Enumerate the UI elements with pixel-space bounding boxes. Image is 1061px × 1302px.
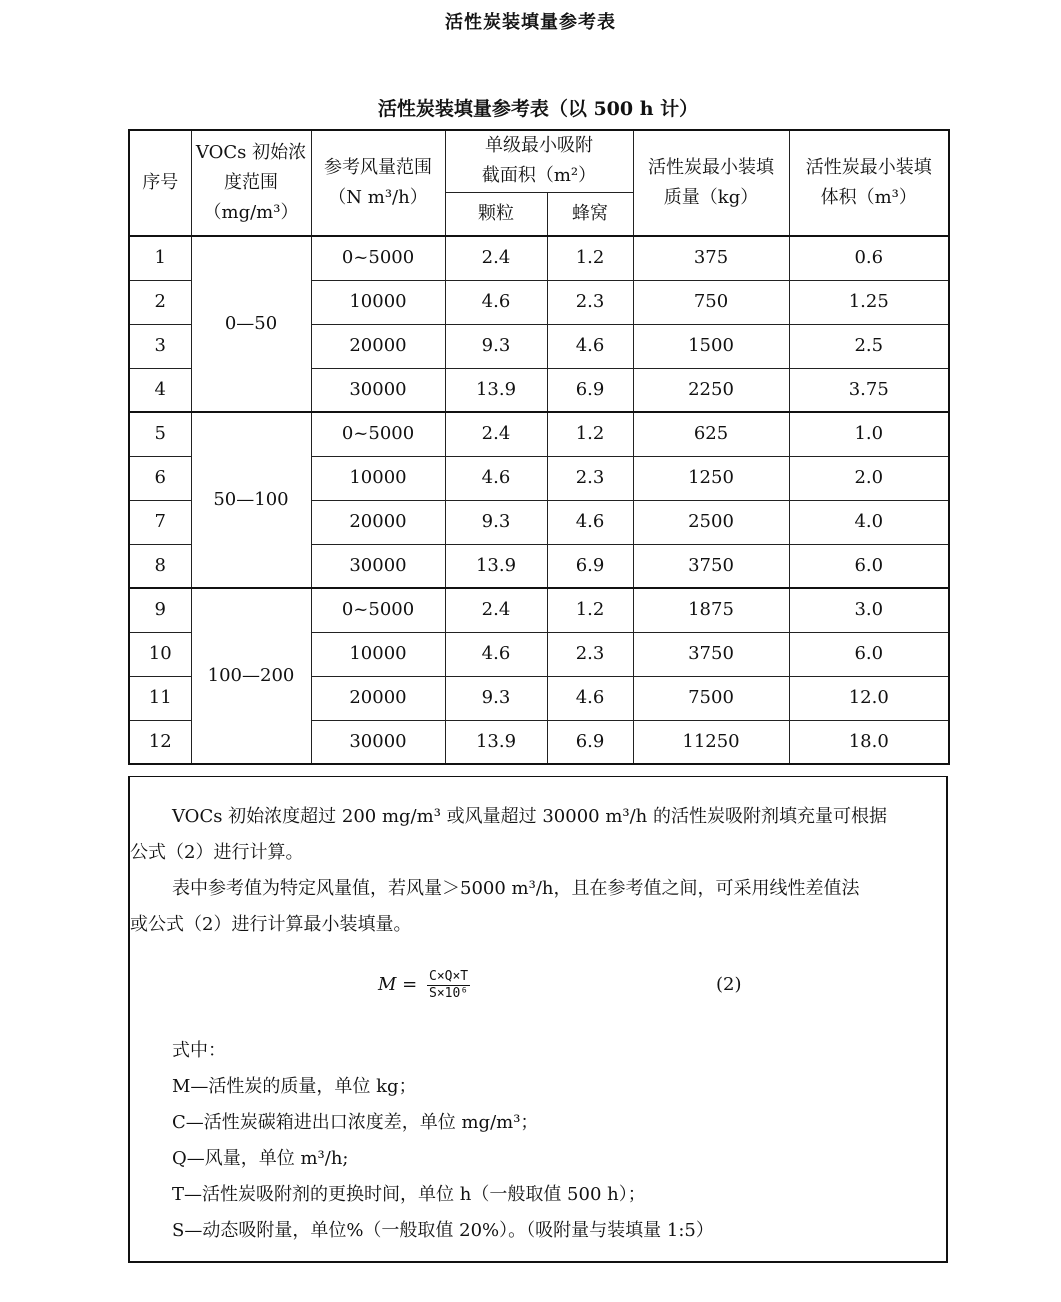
cell-honeycomb: 4.6: [547, 324, 633, 368]
cell-volume: 4.0: [789, 500, 949, 544]
cell-honeycomb: 1.2: [547, 236, 633, 280]
cell-mass: 375: [633, 236, 789, 280]
formula-denominator: S×10⁶: [429, 985, 469, 1001]
cell-honeycomb: 2.3: [547, 456, 633, 500]
cell-honeycomb: 4.6: [547, 500, 633, 544]
cell-granule: 9.3: [445, 500, 547, 544]
cell-flow: 10000: [311, 456, 445, 500]
header-min-mass: 活性炭最小装填 质量（kg）: [633, 130, 789, 236]
header-min-volume: 活性炭最小装填 体积（m³）: [789, 130, 949, 236]
cell-honeycomb: 6.9: [547, 720, 633, 764]
cell-granule: 2.4: [445, 588, 547, 632]
cell-mass: 3750: [633, 632, 789, 676]
formula-lhs: M: [378, 974, 397, 995]
cell-flow: 30000: [311, 368, 445, 412]
notes-section: [128, 776, 948, 1263]
definition-m: M—活性炭的质量，单位 kg；: [172, 1076, 417, 1097]
cell-seq: 9: [129, 588, 191, 632]
cell-volume: 6.0: [789, 632, 949, 676]
cell-volume: 18.0: [789, 720, 949, 764]
cell-mass: 625: [633, 412, 789, 456]
cell-honeycomb: 6.9: [547, 368, 633, 412]
reference-table: [128, 129, 950, 765]
where-label: 式中：: [172, 1040, 226, 1061]
cell-volume: 6.0: [789, 544, 949, 588]
cell-voc-range: 0—50: [191, 236, 311, 412]
cell-flow: 0~5000: [311, 588, 445, 632]
header-granule: 颗粒: [445, 192, 547, 236]
cell-seq: 10: [129, 632, 191, 676]
cell-mass: 750: [633, 280, 789, 324]
cell-seq: 1: [129, 236, 191, 280]
definition-t: T—活性炭吸附剂的更换时间，单位 h（一般取值 500 h）；: [172, 1184, 646, 1205]
cell-granule: 13.9: [445, 368, 547, 412]
cell-volume: 3.75: [789, 368, 949, 412]
cell-seq: 2: [129, 280, 191, 324]
cell-flow: 10000: [311, 632, 445, 676]
cell-granule: 13.9: [445, 720, 547, 764]
cell-volume: 1.0: [789, 412, 949, 456]
cell-seq: 3: [129, 324, 191, 368]
cell-seq: 8: [129, 544, 191, 588]
cell-flow: 20000: [311, 676, 445, 720]
cell-voc-range: 50—100: [191, 412, 311, 588]
table-row: [129, 412, 949, 456]
cell-mass: 1875: [633, 588, 789, 632]
cell-granule: 4.6: [445, 456, 547, 500]
cell-volume: 2.5: [789, 324, 949, 368]
cell-volume: 0.6: [789, 236, 949, 280]
cell-mass: 2500: [633, 500, 789, 544]
header-seq: 序号: [129, 130, 191, 236]
cell-volume: 3.0: [789, 588, 949, 632]
cell-mass: 1250: [633, 456, 789, 500]
cell-seq: 6: [129, 456, 191, 500]
cell-seq: 12: [129, 720, 191, 764]
definition-c: C—活性炭碳箱进出口浓度差，单位 mg/m³；: [172, 1112, 539, 1133]
table-row: [129, 236, 949, 280]
header-min-area: 单级最小吸附 截面积（m²）: [445, 130, 633, 192]
cell-flow: 20000: [311, 500, 445, 544]
header-flow-range: 参考风量范围 （N m³/h）: [311, 130, 445, 236]
cell-mass: 1500: [633, 324, 789, 368]
cell-granule: 9.3: [445, 676, 547, 720]
note-paragraph-1-line-1: VOCs 初始浓度超过 200 mg/m³ 或风量超过 30000 m³/h 的活性炭吸附剂填充量可根据: [172, 806, 887, 827]
definition-s: S—动态吸附量，单位%（一般取值 20%）。（吸附量与装填量 1:5）: [172, 1220, 714, 1241]
formula-number: (2): [716, 974, 742, 995]
cell-mass: 7500: [633, 676, 789, 720]
cell-volume: 2.0: [789, 456, 949, 500]
cell-granule: 9.3: [445, 324, 547, 368]
cell-seq: 5: [129, 412, 191, 456]
cell-honeycomb: 1.2: [547, 412, 633, 456]
note-paragraph-2-line-1: 表中参考值为特定风量值，若风量＞5000 m³/h，且在参考值之间，可采用线性差值法: [172, 878, 860, 899]
cell-flow: 30000: [311, 720, 445, 764]
cell-volume: 12.0: [789, 676, 949, 720]
cell-granule: 2.4: [445, 412, 547, 456]
note-paragraph-2-line-2: 或公式（2）进行计算最小装填量。: [130, 914, 412, 935]
cell-flow: 10000: [311, 280, 445, 324]
cell-mass: 11250: [633, 720, 789, 764]
table-row: [129, 588, 949, 632]
cell-flow: 0~5000: [311, 412, 445, 456]
cell-granule: 4.6: [445, 280, 547, 324]
cell-mass: 2250: [633, 368, 789, 412]
definition-q: Q—风量，单位 m³/h;: [172, 1148, 349, 1169]
cell-seq: 4: [129, 368, 191, 412]
cell-honeycomb: 2.3: [547, 280, 633, 324]
cell-granule: 2.4: [445, 236, 547, 280]
cell-seq: 7: [129, 500, 191, 544]
cell-flow: 30000: [311, 544, 445, 588]
cell-mass: 3750: [633, 544, 789, 588]
formula-equals: =: [402, 974, 418, 995]
cell-honeycomb: 1.2: [547, 588, 633, 632]
formula-fraction: [427, 969, 470, 1002]
formula: [378, 967, 470, 1003]
cell-seq: 11: [129, 676, 191, 720]
page-title: 活性炭装填量参考表: [445, 12, 616, 33]
header-voc-range: VOCs 初始浓 度范围 （mg/m³）: [191, 130, 311, 236]
cell-granule: 13.9: [445, 544, 547, 588]
formula-numerator: C×Q×T: [429, 968, 469, 984]
note-paragraph-1-line-2: 公式（2）进行计算。: [130, 842, 304, 863]
cell-granule: 4.6: [445, 632, 547, 676]
cell-voc-range: 100—200: [191, 588, 311, 764]
table-caption: 活性炭装填量参考表（以 500 h 计）: [377, 98, 699, 120]
cell-honeycomb: 6.9: [547, 544, 633, 588]
cell-honeycomb: 2.3: [547, 632, 633, 676]
cell-volume: 1.25: [789, 280, 949, 324]
header-honeycomb: 蜂窝: [547, 192, 633, 236]
cell-flow: 0~5000: [311, 236, 445, 280]
cell-flow: 20000: [311, 324, 445, 368]
cell-honeycomb: 4.6: [547, 676, 633, 720]
